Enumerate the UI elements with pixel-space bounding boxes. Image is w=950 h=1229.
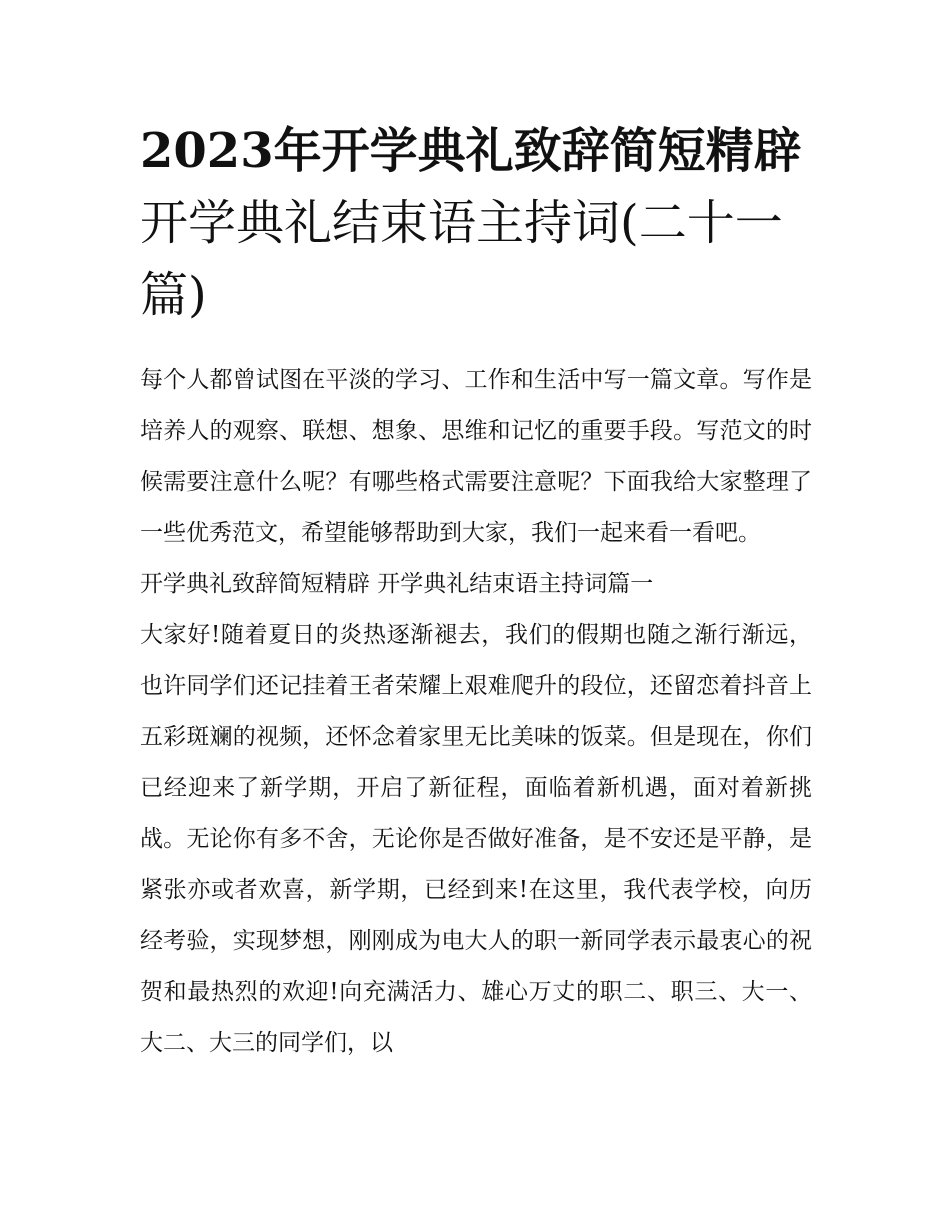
title-part-1: 2023年开学典礼致辞简短精辟 bbox=[140, 123, 802, 179]
document-page bbox=[140, 115, 812, 1069]
section-paragraph: 大家好!随着夏日的炎热逐渐褪去，我们的假期也随之渐行渐远，也许同学们还记挂着王者荣耀上艰难爬升的段位，还留恋着抖音上五彩斑斓的视频，还怀念着家里无比美味的饭菜。但是现在，你们已经迎来了新学期，开启了新征程，面临着新机遇，面对着新挑战。无论你有多不舍，无论你是否做好准备，是不安还是平静，是紧张亦或者欢喜，新学期，已经到来!在这里，我代表学校，向历经考验，实现梦想，刚刚成为电大人的职一新同学表示最衷心的祝贺和最热烈的欢迎!向充满活力、雄心万丈的职二、职三、大一、大二、大三的同学们，以 bbox=[140, 622, 812, 1056]
title-part-2: 开学典礼结束语主持词(二十一篇) bbox=[140, 195, 783, 323]
document-body bbox=[140, 355, 812, 1069]
document-title bbox=[140, 115, 812, 331]
intro-paragraph: 每个人都曾试图在平淡的学习、工作和生活中写一篇文章。写作是培养人的观察、联想、想象、思维和记忆的重要手段。写范文的时候需要注意什么呢？有哪些格式需要注意呢？下面我给大家整理了一些优秀范文，希望能够帮助到大家，我们一起来看一看吧。 bbox=[140, 367, 812, 546]
section-heading: 开学典礼致辞简短精辟 开学典礼结束语主持词篇一 bbox=[140, 571, 654, 597]
